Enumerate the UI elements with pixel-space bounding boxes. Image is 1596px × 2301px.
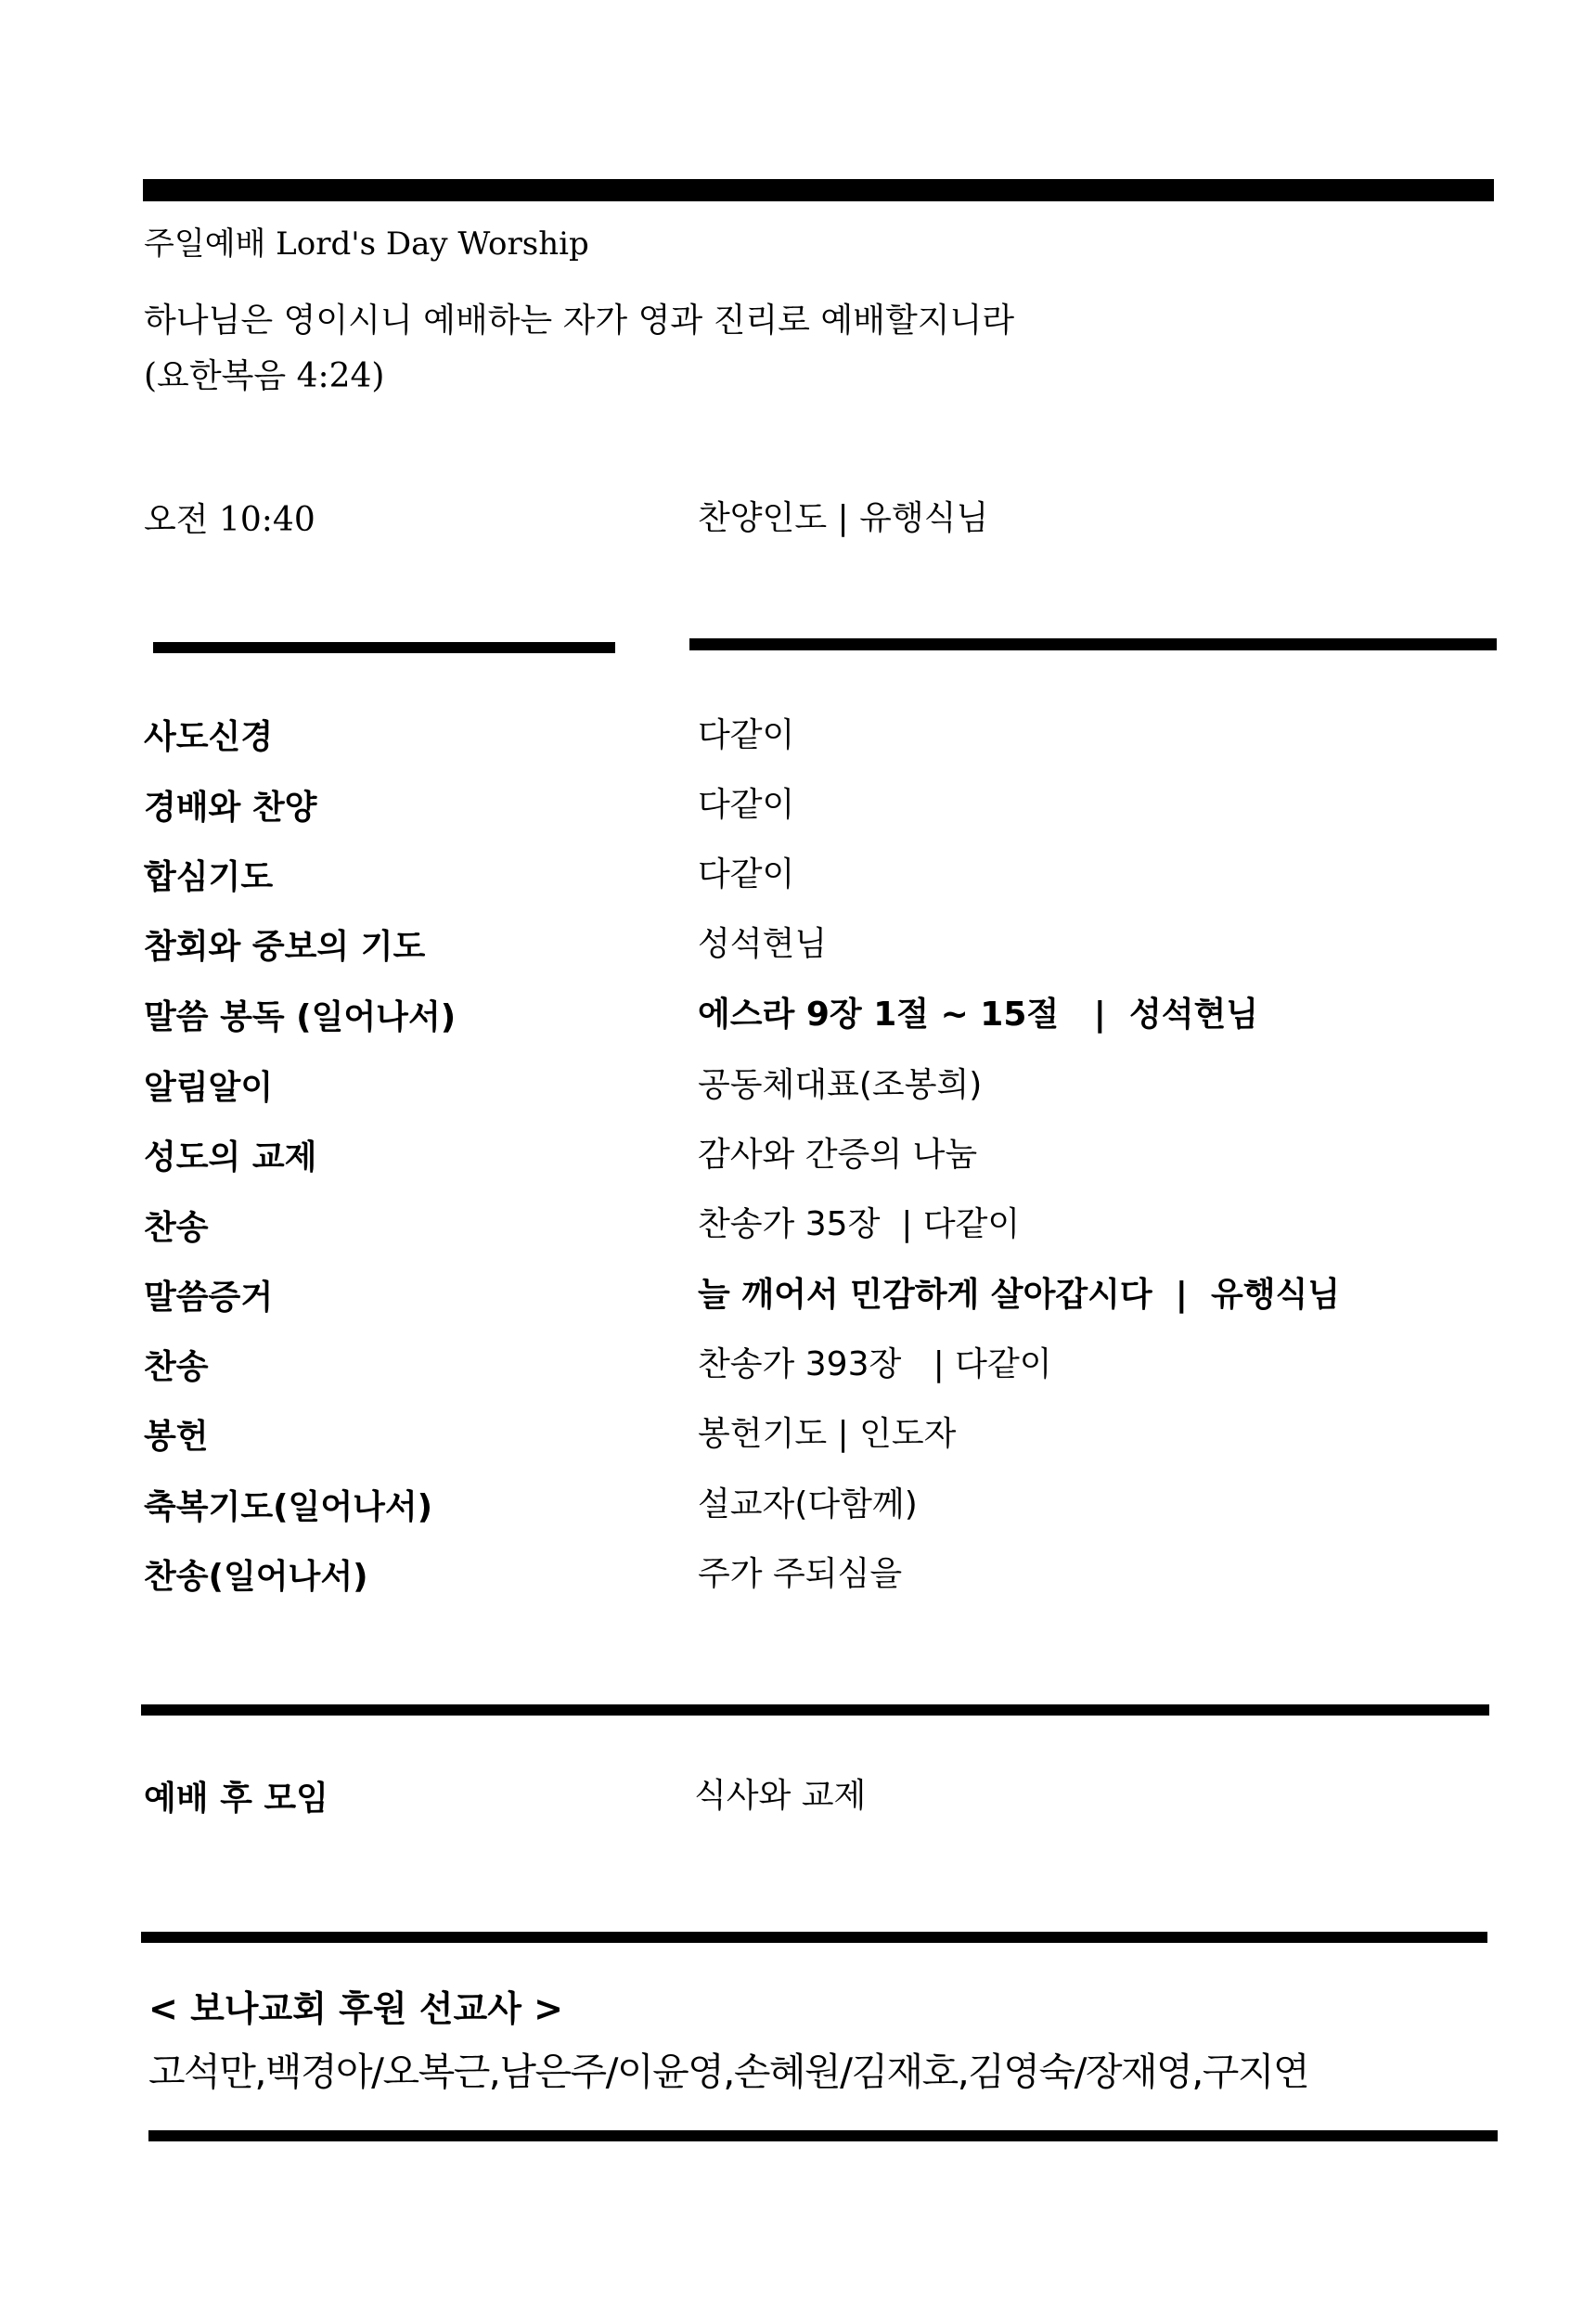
service-title: 주일예배 Lord's Day Worship <box>144 225 589 263</box>
order-item-label: 찬송 <box>144 1348 209 1386</box>
order-item-detail: 봉헌기도 | 인도자 <box>698 1415 957 1453</box>
worship-leader: 찬양인도 | 유행식님 <box>698 499 989 537</box>
order-item-label: 성도의 교제 <box>144 1138 317 1176</box>
verse-text: 하나님은 영이시니 예배하는 자가 영과 진리로 예배할지니라 <box>144 302 1015 340</box>
missionary-top-divider <box>141 1932 1487 1943</box>
order-item-label: 사도신경 <box>144 718 274 756</box>
order-item-label: 합심기도 <box>144 858 274 896</box>
order-item-detail: 찬송가 393장 | 다같이 <box>698 1345 1052 1383</box>
after-service-label: 예배 후 모임 <box>144 1780 328 1818</box>
order-item-detail: 감사와 간증의 나눔 <box>698 1136 978 1174</box>
top-divider <box>143 179 1494 201</box>
sermon-detail: 늘 깨어서 민감하게 살아갑시다 | 유행식님 <box>698 1276 1341 1314</box>
order-item-detail: 성석현님 <box>698 925 828 963</box>
order-item-detail: 공동체대표(조봉희) <box>698 1066 983 1104</box>
order-item-detail: 다같이 <box>698 855 795 893</box>
order-item-label: 찬송 <box>144 1209 209 1247</box>
service-time: 오전 10:40 <box>144 501 315 539</box>
missionary-names: 고석만,백경아/오복근,남은주/이윤영,손혜원/김재호,김영숙/장재영,구지연 <box>148 2050 1309 2094</box>
order-item-label: 알림알이 <box>144 1069 274 1107</box>
order-item-label: 말씀 봉독 (일어나서) <box>144 998 457 1036</box>
missionary-heading: < 보나교회 후원 선교사 > <box>148 1988 563 2029</box>
order-item-detail: 설교자(다함께) <box>698 1485 918 1523</box>
scripture-reading-detail: 에스라 9장 1절 ~ 15절 | 성석현님 <box>698 996 1259 1034</box>
order-item-label: 찬송(일어나서) <box>144 1558 368 1596</box>
bottom-divider <box>148 2130 1498 2141</box>
order-item-label: 축복기도(일어나서) <box>144 1488 433 1526</box>
order-item-detail: 주가 주되심을 <box>698 1555 903 1593</box>
right-divider <box>689 638 1497 650</box>
left-divider <box>153 642 615 653</box>
order-item-label: 봉헌 <box>144 1418 209 1456</box>
order-item-detail: 다같이 <box>698 786 795 824</box>
after-service-value: 식사와 교제 <box>694 1777 867 1815</box>
middle-divider <box>141 1704 1489 1716</box>
order-item-label: 경배와 찬양 <box>144 789 317 827</box>
verse-reference: (요한복음 4:24) <box>144 357 385 395</box>
order-item-detail: 다같이 <box>698 716 795 754</box>
order-item-label: 참회와 중보의 기도 <box>144 928 426 966</box>
order-item-label: 말씀증거 <box>144 1279 274 1317</box>
order-item-detail: 찬송가 35장 | 다같이 <box>698 1205 1021 1243</box>
